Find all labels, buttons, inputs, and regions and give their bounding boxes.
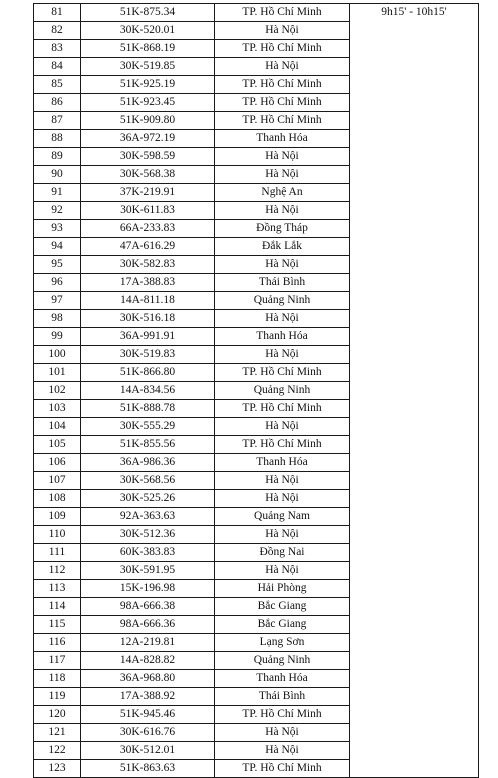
row-number-cell: 115 [34,616,81,634]
plate-number-cell: 51K-923.45 [81,94,215,112]
province-cell: Thanh Hóa [215,454,350,472]
province-cell: Nghệ An [215,184,350,202]
row-number-cell: 87 [34,112,81,130]
province-cell: Hải Phòng [215,580,350,598]
province-cell: Đồng Tháp [215,220,350,238]
plate-number-cell: 98A-666.36 [81,616,215,634]
plate-number-cell: 30K-519.85 [81,58,215,76]
province-cell: Lạng Sơn [215,634,350,652]
plate-number-cell: 30K-591.95 [81,562,215,580]
plate-number-cell: 30K-611.83 [81,202,215,220]
province-cell: Hà Nội [215,148,350,166]
plate-number-cell: 66A-233.83 [81,220,215,238]
table-row [34,4,479,22]
province-cell: TP. Hồ Chí Minh [215,76,350,94]
plate-number-cell: 15K-196.98 [81,580,215,598]
province-cell: Đồng Nai [215,544,350,562]
plate-number-cell: 30K-616.76 [81,724,215,742]
row-number-cell: 118 [34,670,81,688]
row-number-cell: 95 [34,256,81,274]
plate-number-cell: 17A-388.83 [81,274,215,292]
province-cell: Hà Nội [215,562,350,580]
province-cell: Hà Nội [215,490,350,508]
province-cell: Quảng Ninh [215,292,350,310]
province-cell: Quảng Ninh [215,652,350,670]
plate-number-cell: 36A-991.91 [81,328,215,346]
plate-number-cell: 30K-525.26 [81,490,215,508]
province-cell: Quảng Nam [215,508,350,526]
row-number-cell: 86 [34,94,81,112]
row-number-cell: 94 [34,238,81,256]
plate-number-cell: 30K-598.59 [81,148,215,166]
plate-number-cell: 51K-868.19 [81,40,215,58]
row-number-cell: 92 [34,202,81,220]
province-cell: Bắc Giang [215,598,350,616]
province-cell: Thanh Hóa [215,328,350,346]
plate-number-cell: 51K-863.63 [81,760,215,778]
plate-number-cell: 98A-666.38 [81,598,215,616]
row-number-cell: 113 [34,580,81,598]
province-cell: Thanh Hóa [215,130,350,148]
row-number-cell: 121 [34,724,81,742]
row-number-cell: 122 [34,742,81,760]
row-number-cell: 98 [34,310,81,328]
province-cell: TP. Hồ Chí Minh [215,436,350,454]
province-cell: Bắc Giang [215,616,350,634]
plate-number-cell: 30K-568.56 [81,472,215,490]
row-number-cell: 88 [34,130,81,148]
row-number-cell: 111 [34,544,81,562]
province-cell: Hà Nội [215,346,350,364]
row-number-cell: 100 [34,346,81,364]
row-number-cell: 101 [34,364,81,382]
plate-number-cell: 36A-972.19 [81,130,215,148]
province-cell: Hà Nội [215,724,350,742]
row-number-cell: 81 [34,4,81,22]
plate-number-cell: 51K-855.56 [81,436,215,454]
row-number-cell: 108 [34,490,81,508]
row-number-cell: 117 [34,652,81,670]
province-cell: Đắk Lắk [215,238,350,256]
plate-number-cell: 17A-388.92 [81,688,215,706]
province-cell: Thanh Hóa [215,670,350,688]
province-cell: TP. Hồ Chí Minh [215,364,350,382]
time-slot-cell: 9h15' - 10h15' [350,4,479,778]
row-number-cell: 96 [34,274,81,292]
row-number-cell: 82 [34,22,81,40]
plate-number-cell: 47A-616.29 [81,238,215,256]
row-number-cell: 112 [34,562,81,580]
row-number-cell: 114 [34,598,81,616]
province-cell: Thái Bình [215,688,350,706]
row-number-cell: 85 [34,76,81,94]
row-number-cell: 104 [34,418,81,436]
province-cell: Hà Nội [215,58,350,76]
plate-number-cell: 30K-555.29 [81,418,215,436]
row-number-cell: 116 [34,634,81,652]
row-number-cell: 123 [34,760,81,778]
row-number-cell: 105 [34,436,81,454]
plate-number-cell: 12A-219.81 [81,634,215,652]
province-cell: TP. Hồ Chí Minh [215,760,350,778]
plate-number-cell: 92A-363.63 [81,508,215,526]
plate-number-cell: 30K-519.83 [81,346,215,364]
plate-number-cell: 30K-516.18 [81,310,215,328]
plate-number-cell: 36A-968.80 [81,670,215,688]
plate-number-cell: 60K-383.83 [81,544,215,562]
row-number-cell: 110 [34,526,81,544]
plate-number-cell: 14A-834.56 [81,382,215,400]
province-cell: TP. Hồ Chí Minh [215,4,350,22]
plate-number-cell: 14A-828.82 [81,652,215,670]
table-body [34,4,479,778]
row-number-cell: 106 [34,454,81,472]
row-number-cell: 99 [34,328,81,346]
province-cell: Hà Nội [215,526,350,544]
plate-number-cell: 14A-811.18 [81,292,215,310]
province-cell: Thái Bình [215,274,350,292]
province-cell: Hà Nội [215,742,350,760]
plate-number-cell: 37K-219.91 [81,184,215,202]
province-cell: TP. Hồ Chí Minh [215,112,350,130]
plate-number-cell: 36A-986.36 [81,454,215,472]
row-number-cell: 119 [34,688,81,706]
plate-number-cell: 30K-582.83 [81,256,215,274]
row-number-cell: 97 [34,292,81,310]
province-cell: TP. Hồ Chí Minh [215,400,350,418]
province-cell: Hà Nội [215,256,350,274]
plate-number-cell: 51K-875.34 [81,4,215,22]
province-cell: Hà Nội [215,472,350,490]
province-cell: Quảng Ninh [215,382,350,400]
license-plate-table [33,3,479,778]
province-cell: Hà Nội [215,166,350,184]
row-number-cell: 93 [34,220,81,238]
plate-number-cell: 51K-945.46 [81,706,215,724]
row-number-cell: 90 [34,166,81,184]
row-number-cell: 103 [34,400,81,418]
province-cell: Hà Nội [215,202,350,220]
plate-number-cell: 51K-909.80 [81,112,215,130]
province-cell: TP. Hồ Chí Minh [215,40,350,58]
row-number-cell: 120 [34,706,81,724]
province-cell: Hà Nội [215,22,350,40]
row-number-cell: 89 [34,148,81,166]
plate-number-cell: 51K-925.19 [81,76,215,94]
plate-number-cell: 30K-512.36 [81,526,215,544]
plate-number-cell: 51K-888.78 [81,400,215,418]
row-number-cell: 109 [34,508,81,526]
plate-number-cell: 30K-568.38 [81,166,215,184]
row-number-cell: 102 [34,382,81,400]
province-cell: Hà Nội [215,310,350,328]
province-cell: TP. Hồ Chí Minh [215,94,350,112]
province-cell: TP. Hồ Chí Minh [215,706,350,724]
row-number-cell: 91 [34,184,81,202]
row-number-cell: 107 [34,472,81,490]
plate-number-cell: 30K-512.01 [81,742,215,760]
province-cell: Hà Nội [215,418,350,436]
plate-number-cell: 30K-520.01 [81,22,215,40]
plate-number-cell: 51K-866.80 [81,364,215,382]
row-number-cell: 84 [34,58,81,76]
row-number-cell: 83 [34,40,81,58]
